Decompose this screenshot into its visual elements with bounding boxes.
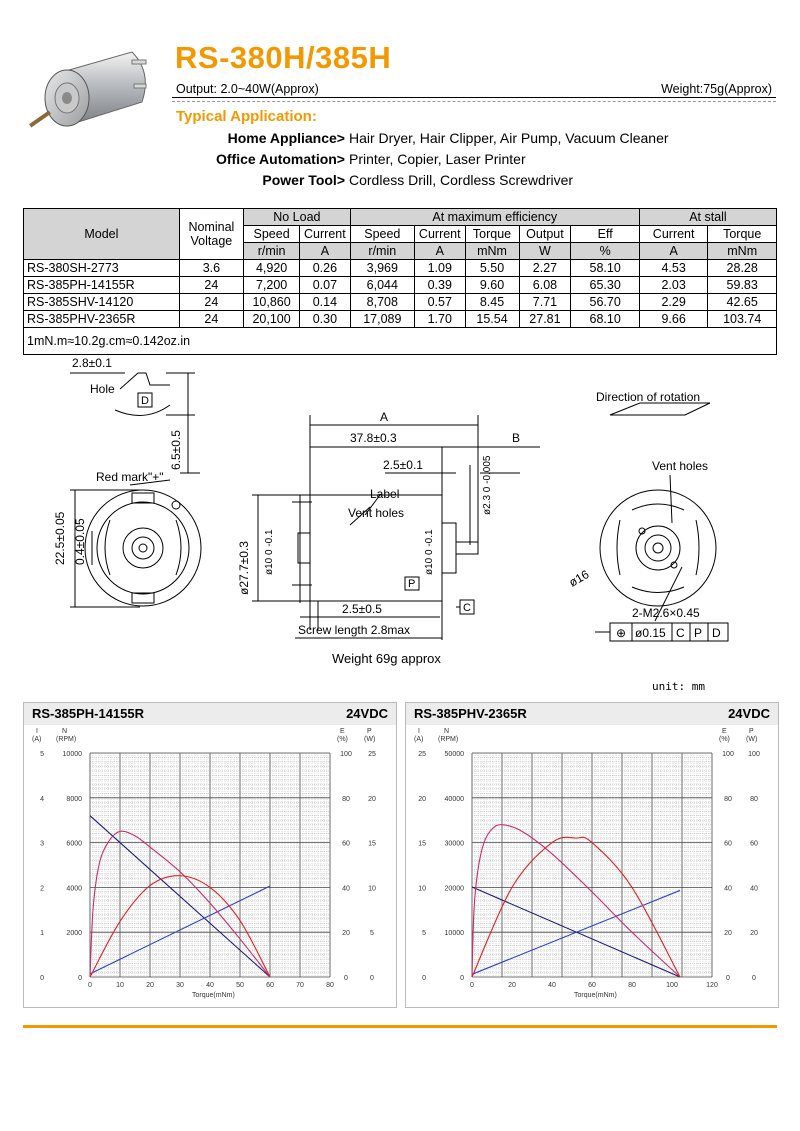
x-tick-label: 70	[296, 982, 304, 989]
x-tick-label: 0	[88, 982, 92, 989]
dim-2-5-bottom: 2.5±0.5	[342, 602, 382, 616]
n-tick-label: 8000	[66, 795, 82, 803]
header-rule-dashed	[172, 101, 776, 102]
header-torque: Torque	[708, 226, 777, 243]
axis-p-unit: (W)	[364, 736, 376, 743]
spec-row	[24, 277, 777, 294]
label-callout: Label	[370, 487, 400, 501]
unit-cell: r/min	[244, 243, 300, 260]
p-tick-label: 20	[750, 930, 758, 938]
n-tick-label: 4000	[66, 885, 82, 893]
hole-label: Hole	[90, 382, 115, 396]
application-uses: Printer, Copier, Laser Printer	[349, 151, 526, 167]
output-range: Output: 2.0~40W(Approx)	[176, 82, 319, 96]
value-cell: 0.39	[415, 277, 466, 294]
e-tick-label: 60	[724, 840, 732, 848]
i-tick-label: 3	[40, 840, 44, 848]
value-cell: 20,100	[244, 311, 300, 328]
application-uses: Hair Dryer, Hair Clipper, Air Pump, Vacuum Cleaner	[349, 130, 669, 146]
i-tick-label: 20	[418, 795, 426, 803]
dim-2-5-top: 2.5±0.1	[383, 458, 423, 472]
x-tick-label: 60	[588, 982, 596, 989]
unit-cell: W	[519, 243, 571, 260]
spec-table	[23, 208, 777, 355]
e-tick-label: 100	[722, 751, 734, 758]
value-cell: 7.71	[519, 294, 571, 311]
datum-p: P	[408, 578, 416, 590]
vent-holes-front: Vent holes	[652, 459, 709, 473]
thread-spec: 2-M2.6×0.45	[632, 606, 700, 620]
n-tick-label: 2000	[66, 930, 82, 938]
x-tick-label: 80	[326, 982, 334, 989]
header-current: Current	[300, 226, 351, 243]
x-tick-label: 80	[628, 982, 636, 989]
axis-i-label: I	[418, 728, 420, 735]
dim-hole-width: 2.8±0.1	[72, 356, 112, 370]
unit-label: unit: mm	[652, 680, 705, 693]
footer-bar	[23, 1025, 777, 1028]
dim-16: ø16	[566, 567, 592, 590]
axis-e-label: E	[722, 728, 727, 735]
x-tick-label: 0	[470, 982, 474, 989]
value-cell: 28.28	[708, 260, 777, 277]
i-tick-label: 4	[40, 795, 44, 803]
header-no-load: No Load	[244, 209, 351, 226]
performance-chart	[406, 703, 778, 1007]
header-output: Output	[519, 226, 571, 243]
i-tick-label: 5	[422, 930, 426, 938]
value-cell: 3,969	[350, 260, 414, 277]
value-cell: 0.07	[300, 277, 351, 294]
spec-row	[24, 260, 777, 277]
dim-22-5: 22.5±0.05	[53, 511, 67, 565]
application-category: Home Appliance>	[227, 130, 345, 146]
model-title: RS-380H/385H	[175, 40, 392, 75]
i-tick-label: 15	[418, 840, 426, 848]
x-axis-label: Torque(mNm)	[574, 992, 617, 999]
value-cell: 6.08	[519, 277, 571, 294]
unit-cell: A	[639, 243, 708, 260]
dim-6-5: 6.5±0.5	[169, 430, 183, 470]
dim-a: A	[380, 410, 389, 424]
x-tick-label: 10	[116, 982, 124, 989]
axis-i-unit: (A)	[32, 736, 42, 743]
chart-rs-385phv-2365r	[405, 702, 779, 1008]
header-speed: Speed	[350, 226, 414, 243]
vent-holes-side: Vent holes	[348, 506, 405, 520]
header-current: Current	[639, 226, 708, 243]
value-cell: 9.66	[639, 311, 708, 328]
header-rule	[172, 97, 776, 98]
i-tick-label: 0	[422, 975, 426, 982]
p-tick-label: 15	[368, 840, 376, 848]
n-tick-label: 0	[460, 975, 464, 982]
p-tick-label: 5	[370, 930, 374, 938]
e-tick-label: 80	[342, 795, 350, 803]
value-cell: 1.70	[415, 311, 466, 328]
value-cell: 5.50	[465, 260, 519, 277]
dimension-drawing	[20, 355, 780, 685]
motor-photo	[22, 42, 162, 142]
header-max-efficiency: At maximum efficiency	[350, 209, 639, 226]
header-current: Current	[415, 226, 466, 243]
application-uses: Cordless Drill, Cordless Screwdriver	[349, 172, 574, 188]
n-tick-label: 10000	[62, 751, 82, 758]
p-tick-label: 10	[368, 885, 376, 893]
chart-model: RS-385PH-14155R	[32, 706, 145, 721]
p-tick-label: 80	[750, 795, 758, 803]
chart-voltage: 24VDC	[346, 706, 388, 721]
header-torque: Torque	[465, 226, 519, 243]
i-tick-label: 0	[40, 975, 44, 982]
value-cell: 56.70	[571, 294, 640, 311]
tolerance-value: ø0.15	[635, 626, 666, 640]
weight: Weight:75g(Approx)	[661, 82, 772, 96]
value-cell: 15.54	[465, 311, 519, 328]
axis-i-label: I	[36, 728, 38, 735]
value-cell: 6,044	[350, 277, 414, 294]
value-cell: 59.83	[708, 277, 777, 294]
tolerance-datum-d: D	[712, 626, 721, 640]
series-p-line	[472, 837, 680, 977]
value-cell: 10,860	[244, 294, 300, 311]
n-tick-label: 20000	[444, 885, 464, 893]
model-cell: RS-385SHV-14120	[24, 294, 180, 311]
x-tick-label: 30	[176, 982, 184, 989]
rotation-direction: Direction of rotation	[596, 390, 701, 404]
value-cell: 8,708	[350, 294, 414, 311]
dim-10-a: ø10 0 -0.1	[264, 529, 275, 575]
chart-grid	[90, 753, 330, 977]
value-cell: 4.53	[639, 260, 708, 277]
e-tick-label: 80	[724, 795, 732, 803]
chart-grid	[472, 753, 712, 977]
i-tick-label: 10	[418, 885, 426, 893]
value-cell: 27.81	[519, 311, 571, 328]
unit-cell: %	[571, 243, 640, 260]
i-tick-label: 1	[40, 930, 44, 938]
dim-b: B	[512, 431, 521, 445]
value-cell: 9.60	[465, 277, 519, 294]
unit-cell: A	[300, 243, 351, 260]
n-tick-label: 50000	[444, 751, 464, 758]
p-tick-label: 40	[750, 885, 758, 893]
header-nominal-voltage: Nominal Voltage	[179, 209, 243, 260]
x-tick-label: 50	[236, 982, 244, 989]
p-tick-label: 0	[752, 975, 756, 982]
axis-i-unit: (A)	[414, 736, 424, 743]
x-tick-label: 40	[548, 982, 556, 989]
e-tick-label: 40	[724, 885, 732, 893]
value-cell: 3.6	[179, 260, 243, 277]
value-cell: 17,089	[350, 311, 414, 328]
application-power	[0, 172, 345, 190]
model-cell: RS-380SH-2773	[24, 260, 180, 277]
datum-c: C	[463, 602, 471, 614]
header-stall: At stall	[639, 209, 776, 226]
unit-cell: A	[415, 243, 466, 260]
unit-cell: mNm	[465, 243, 519, 260]
i-tick-label: 25	[418, 751, 426, 758]
application-home	[0, 130, 345, 148]
application-office	[0, 151, 345, 169]
model-cell: RS-385PHV-2365R	[24, 311, 180, 328]
dim-37-8: 37.8±0.3	[350, 431, 397, 445]
axis-p-label: P	[367, 728, 372, 735]
value-cell: 103.74	[708, 311, 777, 328]
red-mark-label: Red mark"+"	[96, 470, 164, 484]
chart-model: RS-385PHV-2365R	[414, 706, 527, 721]
dim-27-7: ø27.7±0.3	[237, 541, 251, 595]
axis-e-unit: (%)	[337, 736, 348, 743]
x-tick-label: 20	[508, 982, 516, 989]
typical-application-title: Typical Application:	[176, 108, 317, 125]
tolerance-frame	[595, 623, 728, 641]
dim-0-4: 0.4±0.05	[73, 518, 87, 565]
e-tick-label: 0	[726, 975, 730, 982]
e-tick-label: 60	[342, 840, 350, 848]
value-cell: 24	[179, 277, 243, 294]
application-category: Power Tool>	[262, 172, 345, 188]
axis-n-label: N	[62, 728, 68, 735]
value-cell: 1.09	[415, 260, 466, 277]
value-cell: 24	[179, 294, 243, 311]
e-tick-label: 20	[724, 930, 732, 938]
e-tick-label: 0	[344, 975, 348, 982]
chart-rs-385ph-14155r	[23, 702, 397, 1008]
weight-note: Weight 69g approx	[332, 651, 441, 666]
value-cell: 7,200	[244, 277, 300, 294]
n-tick-label: 30000	[444, 840, 464, 848]
x-tick-label: 20	[146, 982, 154, 989]
p-tick-label: 0	[370, 975, 374, 982]
tolerance-datum-c: C	[676, 626, 685, 640]
x-axis-label: Torque(mNm)	[192, 992, 235, 999]
value-cell: 4,920	[244, 260, 300, 277]
performance-chart	[24, 703, 396, 1007]
screw-length: Screw length 2.8max	[298, 623, 411, 637]
n-tick-label: 6000	[66, 840, 82, 848]
x-tick-label: 120	[706, 982, 718, 989]
value-cell: 24	[179, 311, 243, 328]
n-tick-label: 10000	[444, 930, 464, 938]
value-cell: 2.29	[639, 294, 708, 311]
datum-d: D	[141, 395, 149, 407]
model-cell: RS-385PH-14155R	[24, 277, 180, 294]
e-tick-label: 20	[342, 930, 350, 938]
application-category: Office Automation>	[216, 151, 345, 167]
value-cell: 8.45	[465, 294, 519, 311]
n-tick-label: 40000	[444, 795, 464, 803]
unit-cell: mNm	[708, 243, 777, 260]
e-tick-label: 100	[340, 751, 352, 758]
value-cell: 68.10	[571, 311, 640, 328]
p-tick-label: 60	[750, 840, 758, 848]
e-tick-label: 40	[342, 885, 350, 893]
x-tick-label: 100	[666, 982, 678, 989]
axis-e-unit: (%)	[719, 736, 730, 743]
chart-voltage: 24VDC	[728, 706, 770, 721]
axis-p-unit: (W)	[746, 736, 758, 743]
axis-e-label: E	[340, 728, 345, 735]
x-tick-label: 40	[206, 982, 214, 989]
position-symbol: ⊕	[616, 626, 627, 640]
p-tick-label: 25	[368, 751, 376, 758]
header-eff: Eff	[571, 226, 640, 243]
spec-row	[24, 294, 777, 311]
value-cell: 58.10	[571, 260, 640, 277]
value-cell: 0.57	[415, 294, 466, 311]
value-cell: 2.27	[519, 260, 571, 277]
i-tick-label: 2	[40, 885, 44, 893]
axis-n-label: N	[444, 728, 450, 735]
axis-n-unit: (RPM)	[56, 736, 77, 743]
n-tick-label: 0	[78, 975, 82, 982]
dim-10-b: ø10 0 -0.1	[424, 529, 435, 575]
unit-cell: r/min	[350, 243, 414, 260]
conversion-note: 1mN.m≈10.2g.cm≈0.142oz.in	[24, 328, 777, 355]
value-cell: 0.26	[300, 260, 351, 277]
value-cell: 65.30	[571, 277, 640, 294]
tolerance-datum-p: P	[694, 626, 703, 640]
dim-2-3: ø2.3 0 -0.005	[482, 455, 493, 515]
axis-labels	[414, 728, 760, 999]
p-tick-label: 100	[748, 751, 760, 758]
i-tick-label: 5	[40, 751, 44, 758]
spec-row	[24, 311, 777, 328]
value-cell: 2.03	[639, 277, 708, 294]
axis-n-unit: (RPM)	[438, 736, 459, 743]
value-cell: 0.30	[300, 311, 351, 328]
p-tick-label: 20	[368, 795, 376, 803]
x-tick-label: 60	[266, 982, 274, 989]
value-cell: 42.65	[708, 294, 777, 311]
header-speed: Speed	[244, 226, 300, 243]
axis-p-label: P	[749, 728, 754, 735]
value-cell: 0.14	[300, 294, 351, 311]
header-model: Model	[24, 209, 180, 260]
